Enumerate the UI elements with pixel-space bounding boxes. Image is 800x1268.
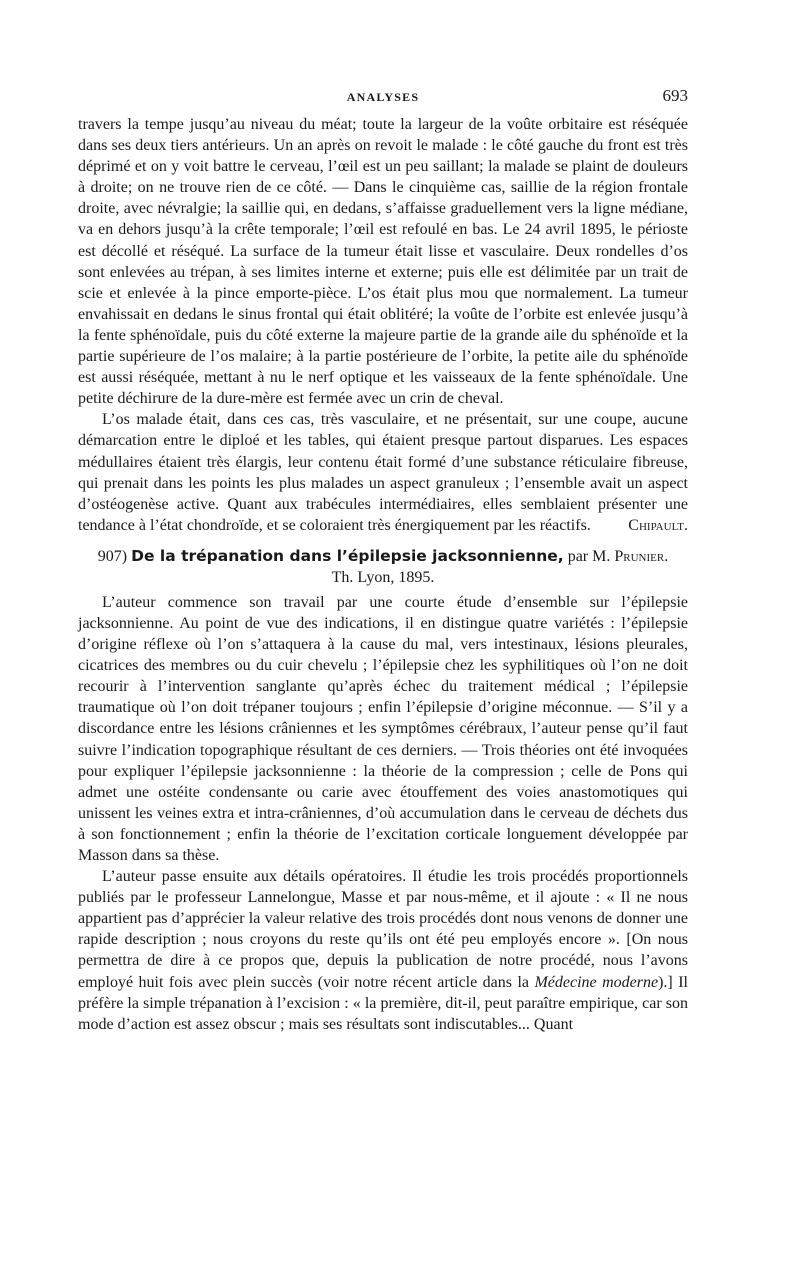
running-header [78, 84, 688, 114]
signature-chipault: Chipault. [628, 516, 688, 534]
running-title: ANALYSES [346, 90, 420, 104]
paragraph-operative-text-1: L’auteur passe ensuite aux détails opératoires. Il étudie les trois procédés proportionnels publiés par le professeur Lannelongue, Masse et par nous-même, et il ajoute : « Il ne nous appartient pas d’apprécier la valeur relative des trois procédés dont nous venons de donner une rapide description ; nous croyons du reste qu’ils ont été peu employés encore ». [On nous permettra de dire à ce propos que, depuis la publication de notre procédé, nous l’avons employé huit fois avec plein succès (voir notre récent article dans la [78, 868, 688, 991]
paragraph-epilepsy-overview: L’auteur commence son travail par une courte étude d’ensemble sur l’épilepsie jacksonnienne. Au point de vue des indications, il en distingue quatre variétés : l’épilepsie d’origine réflexe où l’on s’attaquera à la cause du mal, vers intestinaux, lésions pleurales, cicatrices des membres ou du cuir chevelu ; l’épilepsie chez les syphilitiques où l’on ne doit recourir à l’intervention sanglante qu’après échec du traitement médical ; l’épilepsie traumatique où l’on doit trépaner toujours ; enfin l’épilepsie d’origine méconnue. — S’il y a discordance entre les lésions crâniennes et les symptômes cérébraux, l’auteur pense qu’il faut suivre l’indication topographique résultant de ces derniers. — Trois théories ont été invoquées pour expliquer l’épilepsie jacksonnienne : la théorie de la compression ; celle de Pons qui admet une ostéite condensante ou carie avec étouffement des voies anastomotiques qui unissent les veines extra et intra-crâniennes, d’où accumulation dans le cerveau de déchets dus à son fonctionnement ; enfin la théorie de l’excitation corticale longuement développée par Masson dans sa thèse. [78, 593, 688, 864]
paragraph-continuation: travers la tempe jusqu’au niveau du méat; toute la largeur de la voûte orbitaire est réséquée dans ses deux tiers antérieurs. Un an après on revoit le malade : le côté gauche du front est très déprimé et on y voit battre le cerveau, l’œil est un peu saillant; la malade se plaint de douleurs à droite; on ne trouve rien de ce côté. — Dans le cinquième cas, saillie de la région frontale droite, avec névralgie; la saillie qui, en dedans, s’affaisse graduellement vers la ligne médiane, va en dehors jusqu’à la crête temporale; l’œil est refoulé en bas. Le 24 avril 1895, le périoste est décollé et réséqué. La surface de la tumeur était lisse et vasculaire. Deux rondelles d’os sont enlevées au trépan, à ses limites interne et externe; puis elle est délimitée par un trait de scie et enlevée à la pince emporte-pièce. L’os était plus mou que normalement. La tumeur envahissait en dedans le sinus frontal qui était oblitéré; la voûte de l’orbite est enlevée jusqu’à la fente sphénoïdale, puis du côté externe la majeure partie de la grande aile du sphénoïde et la partie supérieure de l’os malaire; à la partie postérieure de l’orbite, la petite aile du sphénoïde est aussi réséquée, mettant à nu le nerf optique et les vaisseaux de la fente sphénoïdale. Une petite déchirure de la dure-mère est fermée avec un crin de cheval. [78, 116, 688, 408]
entry-heading-line1 [78, 546, 688, 567]
entry-by: par M. [567, 547, 611, 565]
entry-title: De la trépanation dans l’épilepsie jacksonnienne, [131, 546, 564, 565]
paragraph-bone-findings [78, 409, 688, 536]
paragraph-bone-findings-text: L’os malade était, dans ces cas, très vasculaire, et ne présentait, sur une coupe, aucune démarcation entre le diploé et les tables, qui étaient presque partout disparues. Les espaces médullaires étaient très élargis, leur contenu était formé d’une substance réticulaire fibreuse, qui prenait dans les points les plus malades un aspect granuleux ; l’ensemble avait un aspect d’ostéogenèse active. Quant aux trabécules intermédiaires, elles semblaient présenter une tendance à l’état chondroïde, et se coloraient très énergiquement par les réactifs. [78, 411, 688, 534]
entry-source: Th. Lyon, 1895. [331, 568, 435, 586]
entry-author: Prunier. [614, 547, 669, 565]
entry-number: 907) [97, 547, 128, 565]
page-number: 693 [662, 86, 688, 105]
paragraph-operative-details [78, 866, 688, 1035]
journal-title: Médecine moderne [534, 973, 659, 991]
entry-heading-907 [78, 546, 688, 588]
document-page [78, 84, 688, 1035]
paragraph-operative-text-2: ).] Il préfère la simple trépanation à l’excision : « la première, dit-il, peut paraître empirique, car son mode d’action est assez obscur ; mais ses résultats sont indiscutables... Quant [78, 973, 688, 1033]
